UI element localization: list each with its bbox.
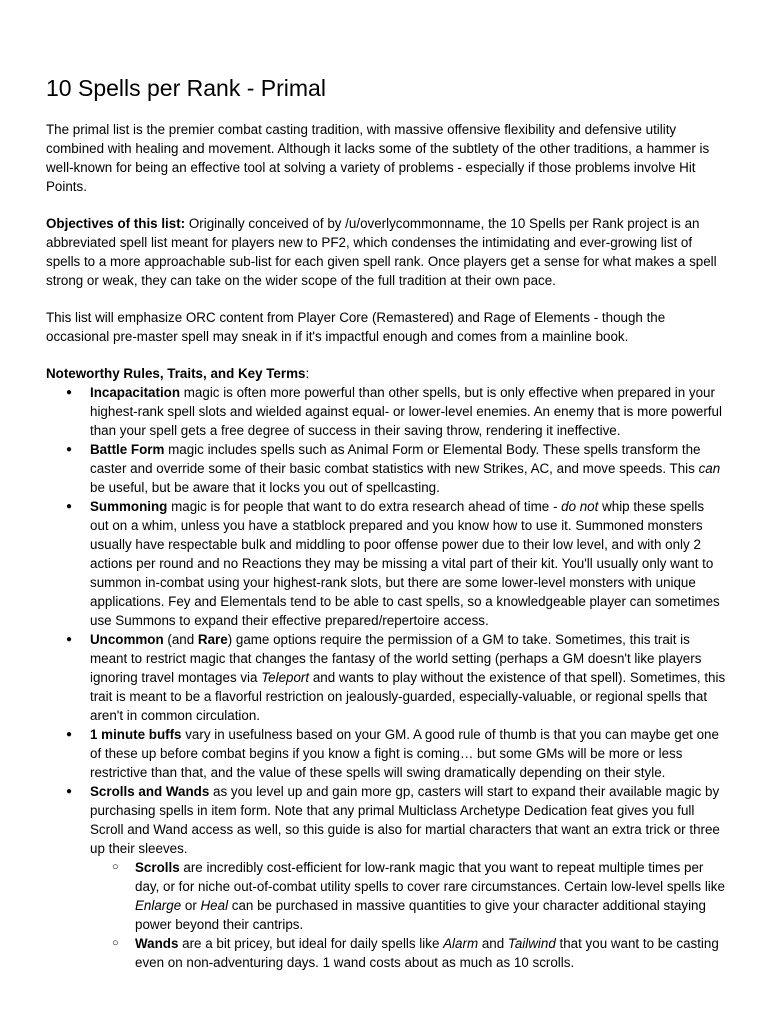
wands-text-1: are a bit pricey, but ideal for daily spells like: [178, 936, 444, 951]
objectives-text: Originally conceived of by /u/overlycommonname, the 10 Spells per Rank project is an abbreviated spell list meant for players new to PF2, which condenses the intimidating and ever-growing list of spells to a more approachable sub-list for each given spell rank. Once players get a sense for what makes a spell strong or weak, they can take on the wider scope of the full tradition at their own pace.: [46, 216, 717, 288]
uncommon-text-2: ) game options require the permission of a GM to take. Sometimes, this trait is meant to restrict magic that changes the fantasy of the world setting (perhaps a GM doesn't like players ignoring travel montages via: [90, 632, 702, 685]
summoning-emphasis: do not: [561, 499, 599, 514]
scrolls-text-2: or: [181, 898, 201, 913]
term-scrolls-wands: Scrolls and Wands: [90, 784, 210, 799]
list-item-incapacitation: [46, 383, 726, 440]
battle-form-text-1: magic includes spells such as Animal Form or Elemental Body. These spells transform the caster and override some of their basic combat statistics with new Strikes, AC, and move speeds. This: [90, 442, 701, 476]
term-incapacitation: Incapacitation: [90, 385, 181, 400]
scrolls-text-1: are incredibly cost-efficient for low-rank magic that you want to repeat multiple times per day, or for niche out-of-combat utility spells to cover rare circumstances. Certain low-level spells like: [135, 860, 725, 894]
scrolls-text-3: can be purchased in massive quantities to give your character additional staying power beyond their cantrips.: [135, 898, 706, 932]
uncommon-text-3: and wants to play without the existence of that spell). Sometimes, this trait is meant to be a flavorful restriction on jealously-guarded, especially-valuable, or regional spells that aren't in common circulation.: [90, 670, 726, 723]
incapacitation-text: magic is often more powerful than other spells, but is only effective when prepared in your highest-rank spell slots and wielded against equal- or lower-level enemies. An enemy that is more powerful than your spell gets a free degree of success in their saving throw, rendering it ineffective.: [90, 385, 722, 438]
sublist-item-scrolls: [90, 858, 726, 934]
rules-list: [46, 383, 726, 972]
list-item-summoning: [46, 497, 726, 630]
objectives-label: Objectives of this list:: [46, 216, 186, 231]
term-battle-form: Battle Form: [90, 442, 165, 457]
intro-paragraph: The primal list is the premier combat casting tradition, with massive offensive flexibility and defensive utility combined with healing and movement. Although it lacks some of the subtlety of the other traditions, a hammer is well-known for being an effective tool at solving a variety of problems - especially if those problems involve Hit Points.: [46, 122, 710, 194]
term-minute-buffs: 1 minute buffs: [90, 727, 182, 742]
wands-emphasis-1: Alarm: [443, 936, 479, 951]
sublist-item-wands: [90, 934, 726, 972]
term-rare: Rare: [197, 632, 228, 647]
uncommon-text-1: (and: [163, 632, 198, 647]
page-title: 10 Spells per Rank - Primal: [46, 75, 326, 101]
wands-text-3: that you want to be casting even on non-adventuring days. 1 wand costs about as much as 10 scrolls.: [135, 936, 719, 970]
term-summoning: Summoning: [90, 499, 168, 514]
list-item-scrolls-wands: [46, 782, 726, 972]
summoning-text-2: whip these spells out on a whim, unless you have a statblock prepared and you know how to use it. Summoned monsters usually have respectable bulk and middling to poor offense power due to their low level, and with only 2 actions per round and no Reactions they may be missing a vital part of their kit. You'll usually only want to summon in-combat using your highest-rank slots, but there are some lower-level monsters with unique applications. Fey and Elementals tend to be able to cast spells, so a knowledgeable player can sometimes use Summons to expand their effective prepared/repertoire access.: [90, 499, 720, 628]
minute-buffs-text: vary in usefulness based on your GM. A good rule of thumb is that you can maybe get one of these up before combat begins if you know a fight is coming… but some GMs will be more or less restrictive than that, and the value of these spells will swing dramatically depending on their style.: [90, 727, 719, 780]
document-page: [46, 73, 726, 972]
rules-heading: [46, 364, 726, 383]
scrolls-wands-sublist: [90, 858, 726, 972]
term-wands: Wands: [135, 936, 179, 951]
battle-form-text-2: be useful, but be aware that it locks you out of spellcasting.: [90, 480, 440, 495]
uncommon-emphasis: Teleport: [261, 670, 310, 685]
rules-heading-colon: :: [305, 366, 310, 381]
emphasis-paragraph: This list will emphasize ORC content from Player Core (Remastered) and Rage of Elements - though the occasional pre-master spell may sneak in if it's impactful enough and comes from a mainline book.: [46, 310, 666, 344]
list-item-battle-form: [46, 440, 726, 497]
list-item-minute-buffs: [46, 725, 726, 782]
rules-heading-text: Noteworthy Rules, Traits, and Key Terms: [46, 366, 306, 381]
term-uncommon: Uncommon: [90, 632, 164, 647]
wands-text-2: and: [478, 936, 508, 951]
battle-form-emphasis: can: [698, 461, 721, 476]
scrolls-emphasis-2: Heal: [200, 898, 229, 913]
scrolls-wands-text: as you level up and gain more gp, casters will start to expand their available magic by purchasing spells in item form. Note that any primal Multiclass Archetype Dedication feat gives you full Scroll and Wand access as well, so this guide is also for martial characters that want an extra trick or three up their sleeves.: [90, 784, 720, 856]
summoning-text-1: magic is for people that want to do extra research ahead of time -: [167, 499, 562, 514]
term-scrolls: Scrolls: [135, 860, 180, 875]
wands-emphasis-2: Tailwind: [507, 936, 556, 951]
scrolls-emphasis-1: Enlarge: [135, 898, 182, 913]
objectives-paragraph: [46, 214, 726, 290]
list-item-uncommon: [46, 630, 726, 725]
